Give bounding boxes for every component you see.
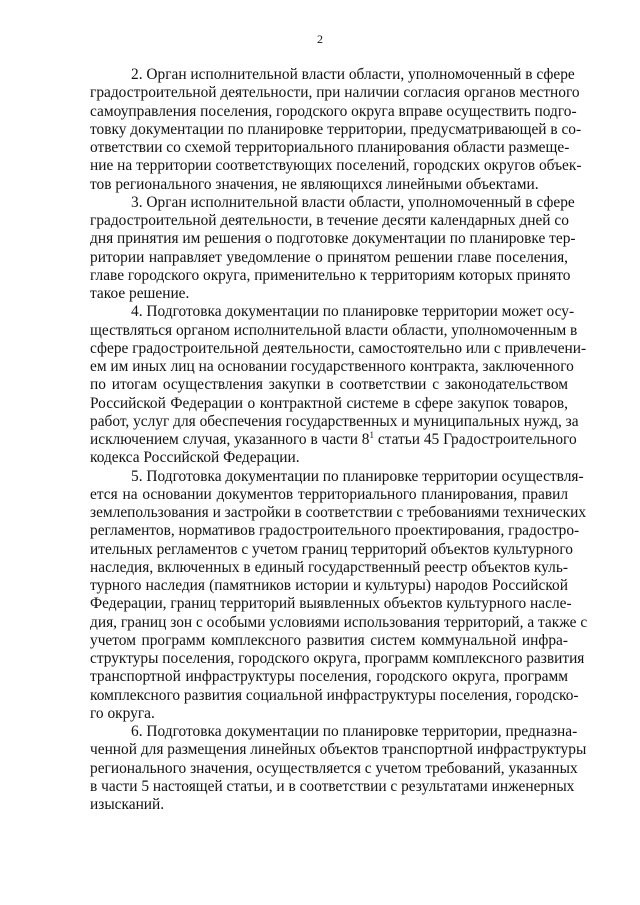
text-line: ритории направляет уведомление о принятом решении главе поселения, bbox=[90, 248, 568, 266]
text-line: дия, границ зон с особыми условиями использования территорий, а также с bbox=[90, 613, 588, 631]
text-line: главе городского округа, применительно к территориям которых принято bbox=[90, 266, 571, 284]
text-line: транспортной инфраструктуры поселения, городского округа, программ bbox=[90, 668, 568, 686]
text-line: сфере градостроительной деятельности, самостоятельно или с привлечени- bbox=[90, 339, 587, 357]
text-line: работ, услуг для обеспечения государственных и муниципальных нужд, за bbox=[90, 412, 579, 430]
text-line: в части 5 настоящей статьи, и в соответствии с результатами инженерных bbox=[90, 777, 575, 795]
paragraph-6 bbox=[90, 723, 587, 814]
page-number: 2 bbox=[317, 32, 323, 46]
text-line-with-superscript bbox=[90, 429, 577, 449]
text-line: дня принятия им решения о подготовке документации по планировке тер- bbox=[90, 230, 576, 248]
paragraph-4 bbox=[90, 303, 587, 467]
text-line: учетом программ комплексного развития систем коммунальной инфра- bbox=[90, 631, 568, 649]
text-line: самоуправления поселения, городского округа вправе осуществить подго- bbox=[90, 102, 577, 120]
text-line: го округа. bbox=[90, 704, 155, 722]
text-line: 5. Подготовка документации по планировке территории осуществля- bbox=[131, 467, 584, 485]
text-line: товку документации по планировке территории, предусматривающей в со- bbox=[90, 120, 582, 138]
text-line: комплексного развития социальной инфраструктуры поселения, городско- bbox=[90, 686, 579, 704]
text-line: ответствии со схемой территориального планирования области размеще- bbox=[90, 139, 570, 156]
text-line: регламентов, нормативов градостроительного проектирования, градостро- bbox=[90, 522, 580, 540]
text-line: ительных регламентов с учетом границ территорий объектов культурного bbox=[90, 540, 573, 558]
text-line: 4. Подготовка документации по планировке территории может осу- bbox=[131, 303, 575, 321]
text-line: землепользования и застройки в соответствии с требованиями технических bbox=[90, 504, 587, 521]
paragraph-2 bbox=[90, 66, 582, 194]
text-segment: исключением случая, указанного в части 8 bbox=[90, 431, 370, 448]
text-line: турного наследия (памятников истории и культуры) народов Российской bbox=[90, 577, 568, 594]
text-line: ем им иных лиц на основании государственного контракта, заключенного bbox=[90, 358, 574, 375]
text-line: 3. Орган исполнительной власти области, уполномоченный в сфере bbox=[131, 193, 575, 211]
text-segment: статьи 45 Градостроительного bbox=[374, 431, 577, 448]
paragraph-5 bbox=[90, 467, 588, 724]
document-body bbox=[90, 66, 588, 814]
text-line: по итогам осуществления закупки в соответствии с законодательством bbox=[90, 376, 568, 394]
text-line: Федерации, границ территорий выявленных объектов культурного насле- bbox=[90, 595, 572, 613]
text-line: изысканий. bbox=[90, 796, 165, 813]
text-line: ние на территории соответствующих поселений, городских округов объек- bbox=[90, 157, 582, 175]
text-line: градостроительной деятельности, в течение десяти календарных дней со bbox=[90, 212, 569, 229]
text-line: ется на основании документов территориального планирования, правил bbox=[90, 485, 568, 503]
text-line: структуры поселения, городского округа, программ комплексного развития bbox=[90, 650, 585, 667]
text-line: ченной для размещения линейных объектов транспортной инфраструктуры bbox=[90, 741, 587, 759]
paragraph-3 bbox=[90, 193, 576, 304]
text-line: 2. Орган исполнительной власти области, уполномоченный в сфере bbox=[131, 66, 575, 83]
text-line: градостроительной деятельности, при наличии согласия органов местного bbox=[90, 84, 580, 102]
text-line: регионального значения, осуществляется с учетом требований, указанных bbox=[90, 759, 578, 777]
text-line: Российской Федерации о контрактной системе в сфере закупок товаров, bbox=[90, 394, 568, 412]
text-line: тов регионального значения, не являющихся линейными объектами. bbox=[90, 175, 539, 193]
text-line: наследия, включенных в единый государственный реестр объектов куль- bbox=[90, 558, 568, 576]
superscript: 1 bbox=[369, 429, 374, 440]
text-line: 6. Подготовка документации по планировке территории, предназна- bbox=[131, 723, 578, 740]
text-line: ществляться органом исполнительной власти области, уполномоченным в bbox=[90, 321, 578, 339]
text-line: такое решение. bbox=[90, 285, 190, 302]
text-line: кодекса Российской Федерации. bbox=[90, 449, 300, 467]
